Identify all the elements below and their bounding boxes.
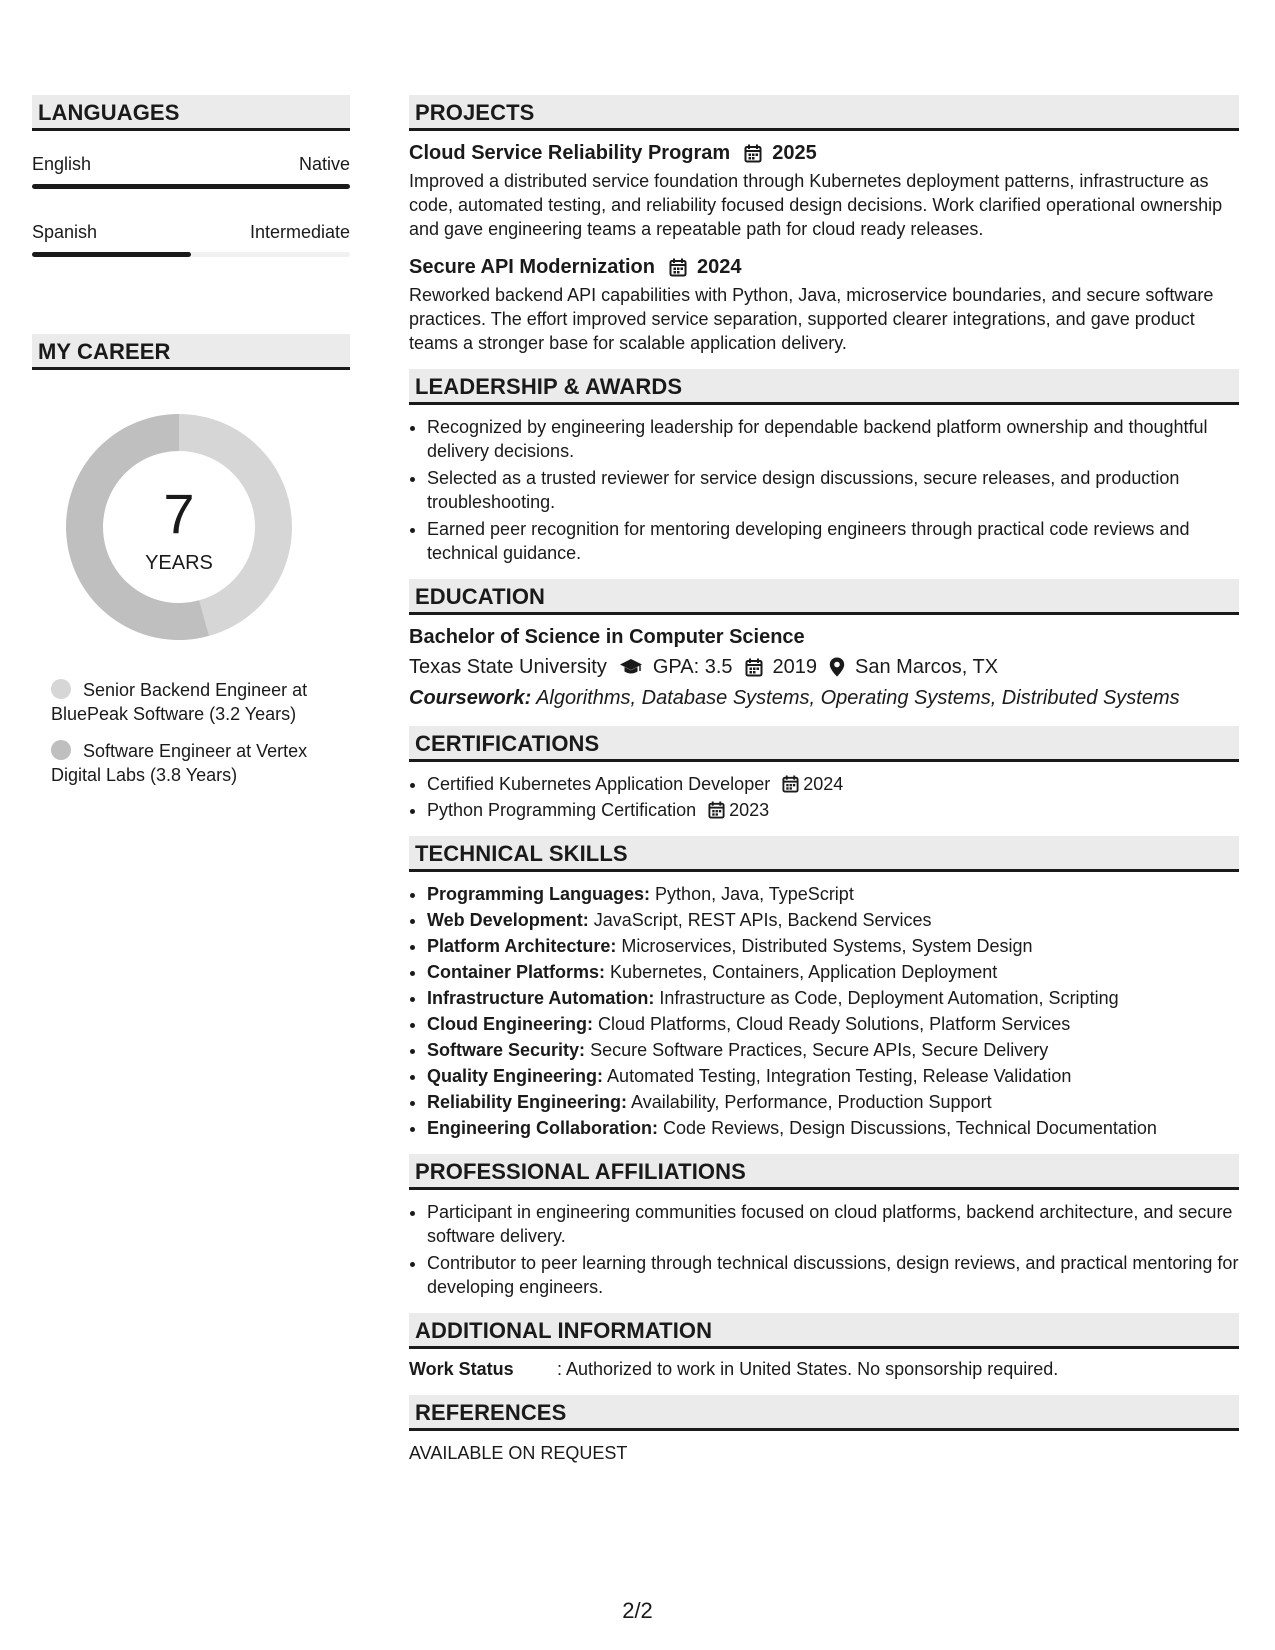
skill-value: JavaScript, REST APIs, Backend Services [593, 910, 932, 930]
skill-value: Secure Software Practices, Secure APIs, Secure Delivery [590, 1040, 1049, 1060]
school-name: Texas State University [409, 656, 607, 678]
skill-value: Cloud Platforms, Cloud Ready Solutions, Platform Services [598, 1014, 1071, 1034]
skill-label: Container Platforms: [427, 962, 606, 982]
skill-item [427, 1064, 1239, 1088]
work-status-value: : Authorized to work in United States. No sponsorship required. [557, 1359, 1059, 1379]
career-total-years: 7 [163, 482, 195, 545]
affiliations-heading: PROFESSIONAL AFFILIATIONS [409, 1154, 1239, 1190]
skill-label: Engineering Collaboration: [427, 1118, 659, 1138]
page-number: 2/2 [622, 1598, 653, 1623]
project-year: 2024 [696, 256, 742, 278]
calendar-icon [745, 658, 763, 677]
skill-value: Code Reviews, Design Discussions, Technical Documentation [663, 1118, 1157, 1138]
education-heading: EDUCATION [409, 579, 1239, 615]
list-item: • Recognized by engineering leadership for dependable backend platform ownership and thoughtful delivery decisions. [427, 415, 1239, 463]
languages-heading: LANGUAGES [32, 95, 350, 131]
career-total-unit: YEARS [145, 552, 213, 574]
project-description: Improved a distributed service foundation through Kubernetes deployment patterns, infrastructure as code, automated testing, and reliability focused design decisions. Work clarified operational ownership and gave engineering teams a repeatable path for cloud ready releases. [409, 171, 1223, 239]
skill-label: Reliability Engineering: [427, 1092, 628, 1112]
project-title: Cloud Service Reliability Program [409, 142, 731, 164]
project-year: 2025 [772, 142, 817, 164]
career-role-label: Software Engineer at Vertex Digital Labs (3.8 Years) [51, 741, 308, 785]
career-heading: MY CAREER [32, 334, 350, 370]
language-entry [32, 153, 350, 189]
certification-name: • Python Programming Certification [427, 800, 697, 820]
language-entry [32, 221, 350, 257]
skill-value: Infrastructure as Code, Deployment Automation, Scripting [659, 988, 1119, 1008]
skill-value: Availability, Performance, Production Support [631, 1092, 992, 1112]
skill-item [427, 986, 1239, 1010]
certification-name: • Certified Kubernetes Application Developer [427, 774, 771, 794]
sidebar [32, 95, 350, 800]
skill-item [427, 1090, 1239, 1114]
career-legend-item [51, 678, 350, 726]
language-proficiency-fill [32, 252, 191, 257]
skill-label: Platform Architecture: [427, 936, 617, 956]
skill-item [427, 908, 1239, 932]
projects-heading: PROJECTS [409, 95, 1239, 131]
coursework-label: Coursework: [409, 687, 532, 709]
skill-item [427, 960, 1239, 984]
skill-value: Kubernetes, Containers, Application Deployment [610, 962, 998, 982]
legend-dot-icon [51, 740, 71, 760]
work-status-label: Work Status [409, 1359, 514, 1379]
skill-item [427, 1038, 1239, 1062]
leadership-heading: LEADERSHIP & AWARDS [409, 369, 1239, 405]
certification-year: 2024 [803, 774, 844, 794]
coursework-list: Algorithms, Database Systems, Operating Systems, Distributed Systems [536, 687, 1180, 709]
skill-value: Automated Testing, Integration Testing, Release Validation [607, 1066, 1072, 1086]
skill-label: Software Security: [427, 1040, 586, 1060]
project-title: Secure API Modernization [409, 256, 655, 278]
certifications-heading: CERTIFICATIONS [409, 726, 1239, 762]
career-legend [51, 678, 350, 787]
skill-item [427, 1012, 1239, 1036]
list-item: • Participant in engineering communities focused on cloud platforms, backend architecture, and secure software delivery. [427, 1200, 1239, 1248]
skill-label: Infrastructure Automation: [427, 988, 655, 1008]
language-level: Native [298, 154, 350, 174]
skill-label: Quality Engineering: [427, 1066, 604, 1086]
additional-info-section [409, 1313, 1239, 1381]
skill-value: Python, Java, TypeScript [655, 884, 854, 904]
school-location: San Marcos, TX [855, 656, 999, 678]
leadership-section [409, 369, 1239, 565]
skill-label: Cloud Engineering: [427, 1014, 593, 1034]
affiliations-section [409, 1154, 1239, 1299]
language-name: English [32, 154, 92, 174]
gpa: GPA: 3.5 [652, 656, 733, 678]
skill-label: Programming Languages: [427, 884, 651, 904]
project-description: Reworked backend API capabilities with Python, Java, microservice boundaries, and secure software practices. The effort improved service separation, supported clearer integrations, and gave product teams a stronger base for scalable application delivery. [409, 285, 1214, 353]
degree-title: Bachelor of Science in Computer Science [409, 626, 805, 648]
references-text: AVAILABLE ON REQUEST [409, 1443, 628, 1463]
career-donut-chart [66, 414, 292, 640]
graduation-cap-icon [619, 658, 643, 676]
skills-heading: TECHNICAL SKILLS [409, 836, 1239, 872]
skill-item [427, 1116, 1239, 1140]
legend-dot-icon [51, 679, 71, 699]
skill-item [427, 882, 1239, 906]
career-legend-item [51, 739, 350, 787]
calendar-icon [744, 144, 762, 163]
list-item: • Earned peer recognition for mentoring developing engineers through practical code reviews and technical guidance. [427, 517, 1239, 565]
certification-year: 2023 [729, 800, 770, 820]
career-role-label: Senior Backend Engineer at BluePeak Software (3.2 Years) [51, 680, 308, 724]
language-proficiency-bar [32, 184, 350, 189]
coursework [409, 684, 1239, 712]
additional-info-heading: ADDITIONAL INFORMATION [409, 1313, 1239, 1349]
skill-item [427, 934, 1239, 958]
skill-label: Web Development: [427, 910, 589, 930]
main-content [409, 95, 1239, 1479]
location-pin-icon [829, 657, 845, 677]
list-item [427, 772, 1239, 796]
language-proficiency-fill [32, 184, 350, 189]
skill-value: Microservices, Distributed Systems, System Design [621, 936, 1033, 956]
certifications-section [409, 726, 1239, 822]
calendar-icon [708, 801, 725, 819]
references-heading: REFERENCES [409, 1395, 1239, 1431]
project-entry [409, 253, 1239, 355]
list-item [427, 798, 1239, 822]
calendar-icon [782, 775, 799, 793]
references-section [409, 1395, 1239, 1465]
list-item: • Selected as a trusted reviewer for service design discussions, secure releases, and production troubleshooting. [427, 466, 1239, 514]
education-section [409, 579, 1239, 712]
language-name: Spanish [32, 222, 98, 242]
calendar-icon [669, 258, 687, 277]
list-item: • Contributor to peer learning through technical discussions, design reviews, and practical mentoring for developing engineers. [427, 1251, 1239, 1299]
graduation-year: 2019 [772, 656, 818, 678]
language-level: Intermediate [249, 222, 350, 242]
project-entry [409, 139, 1239, 241]
language-proficiency-bar [32, 252, 350, 257]
skills-section [409, 836, 1239, 1140]
projects-section [409, 95, 1239, 355]
